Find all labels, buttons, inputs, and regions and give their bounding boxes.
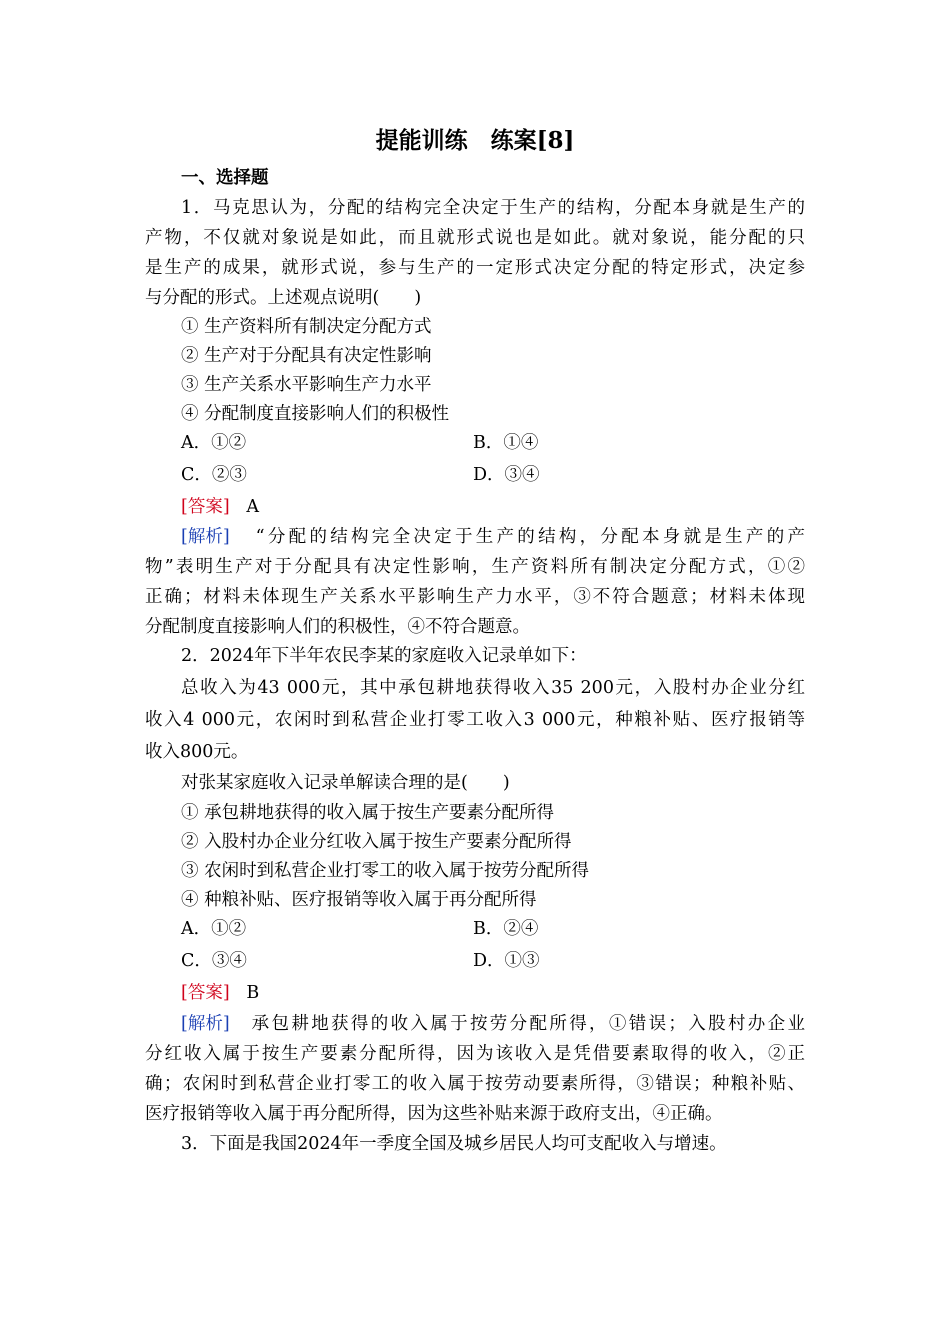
q2-analysis-line: 分红收入属于按生产要素分配所得，因为该收入是凭借要素取得的收入，②正	[145, 1044, 805, 1064]
q1-analysis-line: 分配制度直接影响人们的积极性，④不符合题意。	[145, 617, 530, 637]
q1-option-d: D．③④	[473, 465, 540, 485]
q2-option-c: C．③④	[181, 951, 247, 971]
q1-stem-line: 是生产的成果，就形式说，参与生产的一定形式决定分配的特定形式，决定参	[145, 258, 805, 278]
q1-analysis-first-line	[181, 526, 805, 548]
q2-statement: ① 承包耕地获得的收入属于按生产要素分配所得	[181, 803, 555, 823]
q1-stem-line: 产物，不仅就对象说是如此，而且就形式说也是如此。就对象说，能分配的只	[145, 228, 805, 248]
q2-stem: 2．2024年下半年农民李某的家庭收入记录单如下：	[181, 646, 587, 666]
q2-analysis-line: 确；农闲时到私营企业打零工的收入属于按劳动要素所得，③错误；种粮补贴、	[145, 1074, 805, 1094]
answer-value: A	[246, 497, 259, 517]
q2-statement: ③ 农闲时到私营企业打零工的收入属于按劳分配所得	[181, 861, 590, 881]
q1-statement: ③ 生产关系水平影响生产力水平	[181, 375, 432, 395]
q2-record-line: 收入4 000元，农闲时到私营企业打零工收入3 000元，种粮补贴、医疗报销等	[145, 710, 805, 730]
q2-statement: ④ 种粮补贴、医疗报销等收入属于再分配所得	[181, 890, 537, 910]
q2-analysis-first-line	[181, 1013, 805, 1035]
page-title: 提能训练 练案[8]	[375, 127, 575, 154]
q2-analysis-line: 医疗报销等收入属于再分配所得，因为这些补贴来源于政府支出，④正确。	[145, 1104, 723, 1124]
answer-value: B	[246, 983, 260, 1003]
q1-analysis-line: “分配的结构完全决定于生产的结构，分配本身就是生产的产	[255, 527, 805, 547]
analysis-label: [解析]	[181, 1014, 230, 1034]
q1-analysis-line: 正确；材料未体现生产关系水平影响生产力水平，③不符合题意；材料未体现	[145, 587, 805, 607]
q1-answer	[181, 496, 259, 518]
q2-option-b: B．②④	[473, 919, 539, 939]
q1-statement: ① 生产资料所有制决定分配方式	[181, 317, 432, 337]
answer-label: [答案]	[181, 497, 230, 517]
q2-record-line: 总收入为43 000元，其中承包耕地获得收入35 200元，入股村办企业分红	[181, 678, 805, 698]
q1-stem-line: 1．马克思认为，分配的结构完全决定于生产的结构，分配本身就是生产的	[181, 198, 805, 218]
q1-option-b: B．①④	[473, 433, 539, 453]
q2-question: 对张某家庭收入记录单解读合理的是( )	[181, 773, 510, 793]
q1-statement: ④ 分配制度直接影响人们的积极性	[181, 404, 450, 424]
q2-option-a: A．①②	[181, 919, 247, 939]
q1-analysis-line: 物”表明生产对于分配具有决定性影响，生产资料所有制决定分配方式，①②	[145, 557, 805, 577]
q1-statement: ② 生产对于分配具有决定性影响	[181, 346, 432, 366]
q1-stem-line: 与分配的形式。上述观点说明( )	[145, 288, 422, 308]
q1-option-c: C．②③	[181, 465, 247, 485]
q3-stem: 3．下面是我国2024年一季度全国及城乡居民人均可支配收入与增速。	[181, 1134, 727, 1154]
q2-answer	[181, 982, 259, 1004]
q2-analysis-line: 承包耕地获得的收入属于按劳分配所得，①错误；入股村办企业	[251, 1014, 805, 1034]
q1-option-a: A．①②	[181, 433, 247, 453]
q2-option-d: D．①③	[473, 951, 540, 971]
q2-statement: ② 入股村办企业分红收入属于按生产要素分配所得	[181, 832, 572, 852]
q2-record-line: 收入800元。	[145, 742, 249, 762]
answer-label: [答案]	[181, 983, 230, 1003]
analysis-label: [解析]	[181, 527, 230, 547]
section-heading: 一、选择题	[181, 168, 269, 188]
